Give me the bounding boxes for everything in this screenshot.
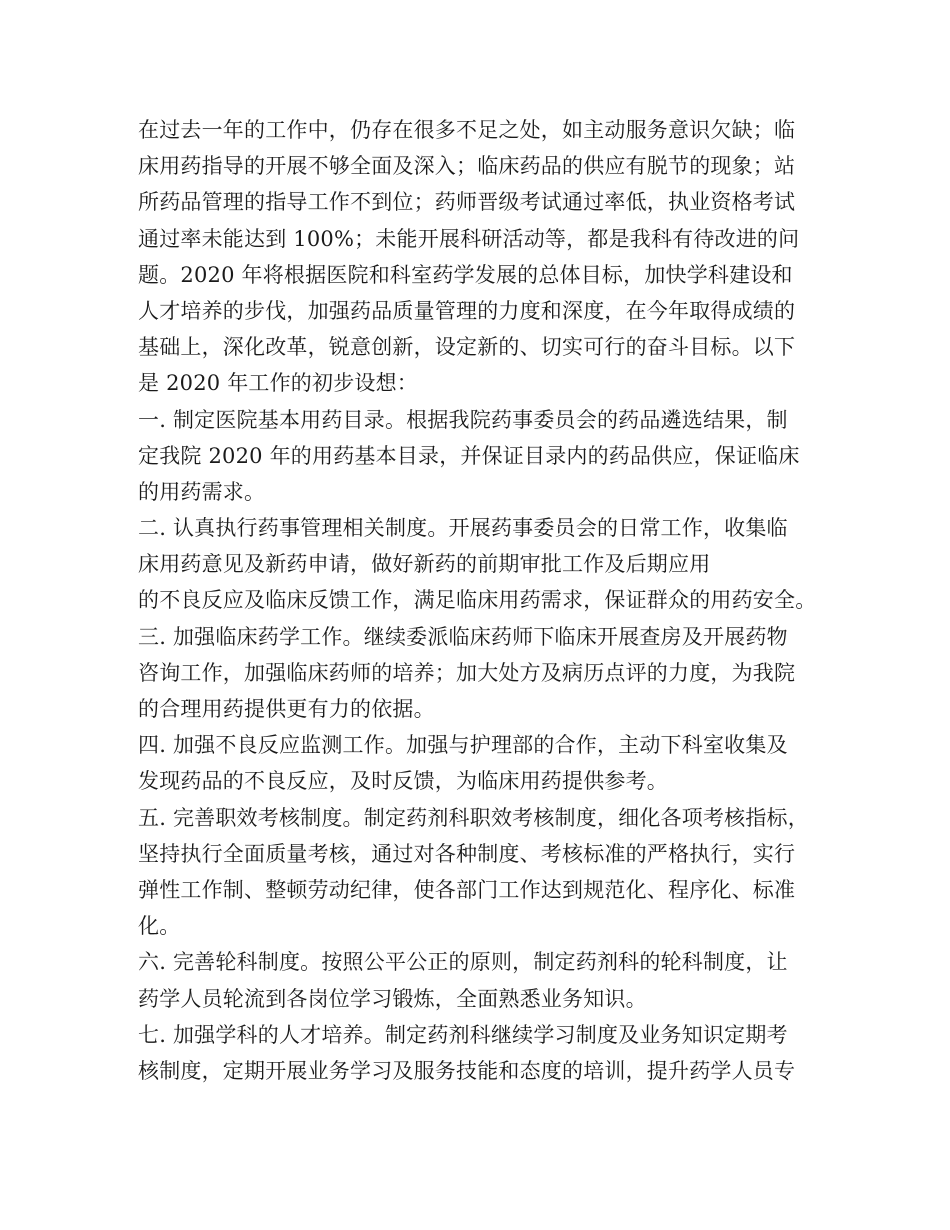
text-line: 核制度，定期开展业务学习及服务技能和态度的培训，提升药学人员专: [138, 1058, 796, 1083]
text-line: 化。: [138, 914, 181, 939]
text-line: 弹性工作制、整顿劳动纪律，使各部门工作达到规范化、程序化、标准: [138, 877, 796, 902]
body-text: [138, 112, 828, 1089]
text-line: 题。2020 年将根据医院和科室药学发展的总体目标，加快学科建设和: [138, 262, 793, 287]
text-line: 定我院 2020 年的用药基本目录，并保证目录内的药品供应，保证临床: [138, 443, 800, 468]
text-line: 人才培养的步伐，加强药品质量管理的力度和深度，在今年取得成绩的: [138, 298, 796, 323]
text-line: 七. 加强学科的人才培养。制定药剂科继续学习制度及业务知识定期考: [138, 1022, 788, 1047]
text-line: 药学人员轮流到各岗位学习锻炼，全面熟悉业务知识。: [138, 986, 647, 1011]
text-line: 发现药品的不良反应，及时反馈，为临床用药提供参考。: [138, 769, 668, 794]
text-line: 在过去一年的工作中，仍存在很多不足之处，如主动服务意识欠缺；临: [138, 118, 796, 142]
text-line: 所药品管理的指导工作不到位；药师晋级考试通过率低，执业资格考试: [138, 190, 796, 215]
text-line: 的不良反应及临床反馈工作，满足临床用药需求，保证群众的用药安全。: [138, 588, 817, 613]
text-line: 坚持执行全面质量考核，通过对各种制度、考核标准的严格执行，实行: [138, 841, 796, 866]
text-line: 基础上，深化改革，锐意创新，设定新的、切实可行的奋斗目标。以下: [138, 335, 796, 360]
text-line: 三. 加强临床药学工作。继续委派临床药师下临床开展查房及开展药物: [138, 624, 788, 649]
text-line: 床用药指导的开展不够全面及深入；临床药品的供应有脱节的现象；站: [138, 154, 796, 179]
text-line: 是 2020 年工作的初步设想：: [138, 371, 418, 396]
text-line: 五. 完善职效考核制度。制定药剂科职效考核制度，细化各项考核指标，: [138, 805, 809, 830]
text-line: 通过率未能达到 100%；未能开展科研活动等，都是我科有待改进的问: [138, 226, 800, 251]
text-line: 的合理用药提供更有力的依据。: [138, 697, 435, 721]
text-line: 的用药需求。: [138, 479, 266, 504]
text-line: 四. 加强不良反应监测工作。加强与护理部的合作，主动下科室收集及: [138, 733, 788, 758]
text-line: 咨询工作，加强临床药师的培养；加大处方及病历点评的力度，为我院: [138, 660, 796, 685]
text-line: 二. 认真执行药事管理相关制度。开展药事委员会的日常工作，收集临: [138, 516, 788, 541]
text-line: 床用药意见及新药申请，做好新药的前期审批工作及后期应用: [138, 552, 711, 577]
text-line: 一. 制定医院基本用药目录。根据我院药事委员会的药品遴选结果，制: [138, 407, 788, 432]
text-line: 六. 完善轮科制度。按照公平公正的原则，制定药剂科的轮科制度，让: [138, 950, 788, 975]
